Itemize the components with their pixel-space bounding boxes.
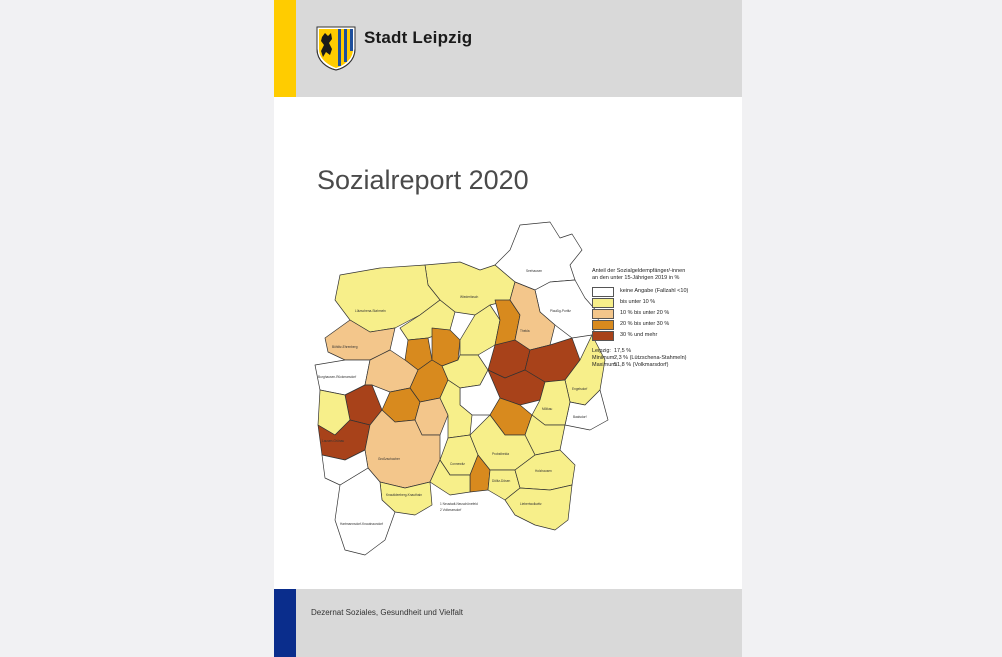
label-liebertwolkwitz: Liebertwolkwitz	[520, 502, 542, 506]
footer-band	[274, 589, 742, 657]
report-cover	[274, 0, 742, 657]
legend-label: keine Angabe (Fallzahl <10)	[620, 288, 689, 294]
footnote-2: 2 Volkmarsdorf	[440, 508, 462, 512]
label-grosszschocher: Großzschocher	[378, 457, 400, 461]
stat-row	[592, 355, 732, 362]
city-name: Stadt Leipzig	[364, 28, 473, 47]
header-band	[274, 0, 742, 97]
label-boehlitz: Böhlitz-Ehrenberg	[332, 345, 358, 349]
stat-label: Leipzig:	[592, 348, 611, 354]
map-legend	[592, 268, 732, 369]
legend-label: 30 % und mehr	[620, 332, 658, 338]
legend-label: 10 % bis unter 20 %	[620, 310, 670, 316]
department-name: Dezernat Soziales, Gesundheit und Vielfalt	[311, 608, 463, 617]
legend-swatch-20-30	[592, 320, 614, 330]
legend-swatch-under10	[592, 298, 614, 308]
label-plaussig: Plaußig-Portitz	[550, 309, 571, 313]
stat-value: 2,3 % (Lützschena-Stahmeln)	[614, 355, 687, 361]
legend-item	[592, 286, 732, 297]
stat-value: 17,5 %	[614, 348, 632, 354]
legend-swatch-10-20	[592, 309, 614, 319]
report-title: Sozialreport 2020	[317, 165, 529, 195]
legend-label: bis unter 10 %	[620, 299, 656, 305]
label-burghausen: Burghausen-Rückmarsdorf	[318, 375, 357, 379]
label-connewitz: Connewitz	[450, 462, 465, 466]
legend-label: 20 % bis unter 30 %	[620, 321, 670, 327]
legend-title-line1: Anteil der Sozialgeldempfänger/-innen	[592, 268, 686, 274]
label-lausen: Lausen-Grünau	[322, 439, 345, 443]
stat-label: Maximum:	[592, 362, 618, 368]
label-hartmannsdorf: Hartmannsdorf-Knautnaundorf	[340, 522, 384, 526]
district-map	[310, 220, 610, 565]
legend-swatch-none	[592, 287, 614, 297]
label-knautkleeberg: Knautkleeberg-Knauthain	[386, 493, 422, 497]
label-seehausen: Seehausen	[526, 269, 543, 273]
label-engelsdorf: Engelsdorf	[572, 387, 588, 391]
label-baalsdorf: Baalsdorf	[573, 415, 587, 419]
stat-label: Minimum:	[592, 355, 616, 361]
label-thekla: Thekla	[520, 329, 530, 333]
legend-item	[592, 297, 732, 308]
footer-accent-bar	[274, 589, 296, 657]
leipzig-crest-icon	[315, 25, 357, 71]
footnote-1: 1 Neustadt-Neuschönefeld	[440, 502, 478, 506]
legend-title	[592, 268, 732, 282]
label-doelitz: Dölitz-Dösen	[492, 479, 511, 483]
district-liebertwolkwitz	[505, 485, 572, 530]
header-accent-bar	[274, 0, 296, 97]
district-gohlis	[432, 328, 460, 366]
legend-item	[592, 330, 732, 341]
legend-title-line2: an den unter 15-Jährigen 2019 in %	[592, 275, 680, 281]
label-wiederitzsch: Wiederitzsch	[460, 295, 479, 299]
legend-swatch-30plus	[592, 331, 614, 341]
stat-value: 51,8 % (Volkmarsdorf)	[614, 362, 669, 368]
label-moelkau: Mölkau	[542, 407, 553, 411]
legend-item	[592, 308, 732, 319]
stat-row	[592, 348, 732, 355]
label-luetzschena: Lützschena-Stahmeln	[355, 309, 386, 313]
stat-row	[592, 362, 732, 369]
label-probstheida: Probstheida	[492, 452, 510, 456]
legend-item	[592, 319, 732, 330]
label-holzhausen: Holzhausen	[535, 469, 552, 473]
legend-stats	[592, 348, 732, 369]
